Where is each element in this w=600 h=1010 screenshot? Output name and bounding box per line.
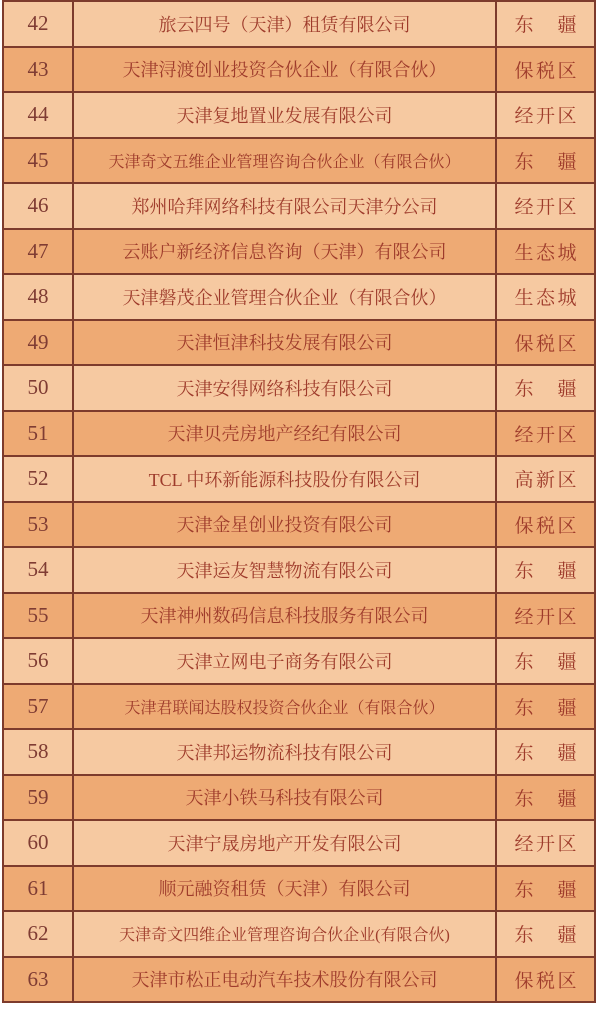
table-row — [4, 2, 594, 48]
row-number-cell — [4, 48, 74, 92]
row-number: 47 — [27, 238, 49, 263]
company-name-cell — [74, 184, 497, 228]
row-number: 45 — [27, 147, 49, 172]
district-label: 东疆 — [514, 561, 577, 583]
company-name-cell — [74, 730, 497, 774]
company-name-cell — [74, 457, 497, 501]
table-row — [4, 958, 594, 1002]
company-name: TCL 中环新能源科技股份有限公司 — [148, 469, 421, 490]
row-number-cell — [4, 321, 74, 365]
row-number-cell — [4, 139, 74, 183]
row-number: 63 — [27, 966, 49, 991]
company-name: 顺元融资租赁（天津）有限公司 — [158, 879, 411, 900]
district-label: 保税区 — [514, 970, 577, 992]
row-number: 42 — [27, 11, 49, 36]
company-name: 天津安得网络科技有限公司 — [176, 378, 393, 399]
company-name: 天津金星创业投资有限公司 — [176, 515, 393, 536]
district-label: 东疆 — [514, 788, 577, 810]
company-name: 天津市松正电动汽车技术股份有限公司 — [131, 970, 438, 991]
company-name-cell — [74, 776, 497, 820]
company-name-cell — [74, 93, 497, 137]
company-name-cell — [74, 412, 497, 456]
district-label: 经开区 — [514, 834, 577, 856]
table-row — [4, 412, 594, 458]
district-cell — [497, 776, 594, 820]
table-row — [4, 321, 594, 367]
row-number-cell — [4, 958, 74, 1002]
row-number-cell — [4, 639, 74, 683]
company-name: 天津奇文五维企业管理咨询合伙企业（有限合伙） — [108, 153, 461, 171]
row-number-cell — [4, 776, 74, 820]
district-cell — [497, 93, 594, 137]
row-number-cell — [4, 685, 74, 729]
row-number-cell — [4, 366, 74, 410]
company-name-cell — [74, 366, 497, 410]
district-cell — [497, 275, 594, 319]
company-name-cell — [74, 958, 497, 1002]
district-cell — [497, 594, 594, 638]
district-cell — [497, 685, 594, 729]
row-number-cell — [4, 93, 74, 137]
district-label: 东疆 — [514, 151, 577, 173]
row-number-cell — [4, 230, 74, 274]
district-label: 东疆 — [514, 652, 577, 674]
company-name-cell — [74, 639, 497, 683]
row-number: 53 — [27, 511, 49, 536]
district-label: 东疆 — [514, 379, 577, 401]
table-row — [4, 184, 594, 230]
table-row — [4, 594, 594, 640]
row-number: 61 — [27, 875, 49, 900]
district-label: 经开区 — [514, 606, 577, 628]
row-number-cell — [4, 2, 74, 46]
table-row — [4, 685, 594, 731]
table-row — [4, 503, 594, 549]
company-name-cell — [74, 594, 497, 638]
company-name: 旅云四号（天津）租赁有限公司 — [158, 14, 411, 35]
company-name: 天津宁晟房地产开发有限公司 — [167, 833, 402, 854]
company-name: 天津邦运物流科技有限公司 — [176, 742, 393, 763]
table-row — [4, 548, 594, 594]
row-number: 57 — [27, 693, 49, 718]
table-row — [4, 457, 594, 503]
district-cell — [497, 366, 594, 410]
district-label: 生态城 — [514, 242, 577, 264]
company-name: 天津浔渡创业投资合伙企业（有限合伙） — [122, 60, 447, 81]
district-label: 东疆 — [514, 697, 577, 719]
company-name-cell — [74, 821, 497, 865]
row-number: 43 — [27, 56, 49, 81]
company-name-cell — [74, 685, 497, 729]
company-name: 天津贝壳房地产经纪有限公司 — [167, 424, 402, 445]
row-number-cell — [4, 503, 74, 547]
table-row — [4, 776, 594, 822]
row-number: 59 — [27, 784, 49, 809]
company-name: 天津复地置业发展有限公司 — [176, 105, 393, 126]
row-number: 55 — [27, 602, 49, 627]
district-cell — [497, 503, 594, 547]
district-label: 经开区 — [514, 106, 577, 128]
company-name: 天津奇文四维企业管理咨询合伙企业(有限合伙) — [119, 927, 450, 945]
district-cell — [497, 48, 594, 92]
district-cell — [497, 912, 594, 956]
row-number: 52 — [27, 466, 49, 491]
row-number: 48 — [27, 284, 49, 309]
company-table — [2, 0, 596, 1003]
district-cell — [497, 958, 594, 1002]
district-label: 生态城 — [514, 288, 577, 310]
district-label: 东疆 — [514, 879, 577, 901]
company-name: 天津神州数码信息科技服务有限公司 — [140, 606, 429, 627]
table-row — [4, 48, 594, 94]
company-name-cell — [74, 275, 497, 319]
district-cell — [497, 321, 594, 365]
district-cell — [497, 139, 594, 183]
district-cell — [497, 730, 594, 774]
company-name-cell — [74, 548, 497, 592]
district-cell — [497, 548, 594, 592]
table-row — [4, 366, 594, 412]
district-label: 经开区 — [514, 197, 577, 219]
company-name: 天津君联闻达股权投资合伙企业（有限合伙） — [124, 699, 445, 717]
row-number-cell — [4, 275, 74, 319]
company-name: 天津立网电子商务有限公司 — [176, 651, 393, 672]
row-number-cell — [4, 912, 74, 956]
row-number-cell — [4, 184, 74, 228]
company-name: 天津运友智慧物流有限公司 — [176, 560, 393, 581]
district-label: 东疆 — [514, 743, 577, 765]
row-number: 44 — [27, 102, 49, 127]
row-number: 54 — [27, 557, 49, 582]
company-name: 天津小铁马科技有限公司 — [185, 788, 384, 809]
table-row — [4, 230, 594, 276]
row-number-cell — [4, 594, 74, 638]
district-cell — [497, 867, 594, 911]
company-name-cell — [74, 139, 497, 183]
company-name: 郑州哈拜网络科技有限公司天津分公司 — [131, 196, 438, 217]
row-number: 58 — [27, 739, 49, 764]
row-number: 62 — [27, 921, 49, 946]
district-cell — [497, 639, 594, 683]
company-name-cell — [74, 912, 497, 956]
district-label: 高新区 — [514, 470, 577, 492]
row-number-cell — [4, 867, 74, 911]
table-row — [4, 867, 594, 913]
district-cell — [497, 2, 594, 46]
company-name: 天津恒津科技发展有限公司 — [176, 333, 393, 354]
table-row — [4, 139, 594, 185]
company-name: 云账户新经济信息咨询（天津）有限公司 — [122, 242, 447, 263]
company-name: 天津磐茂企业管理合伙企业（有限合伙） — [122, 287, 447, 308]
row-number-cell — [4, 821, 74, 865]
table-row — [4, 730, 594, 776]
row-number: 49 — [27, 329, 49, 354]
district-label: 保税区 — [514, 515, 577, 537]
district-label: 东疆 — [514, 925, 577, 947]
company-name-cell — [74, 230, 497, 274]
table-row — [4, 639, 594, 685]
table-row — [4, 821, 594, 867]
district-cell — [497, 230, 594, 274]
row-number: 56 — [27, 648, 49, 673]
company-name-cell — [74, 867, 497, 911]
row-number: 60 — [27, 830, 49, 855]
row-number: 46 — [27, 193, 49, 218]
district-cell — [497, 457, 594, 501]
row-number-cell — [4, 412, 74, 456]
district-label: 经开区 — [514, 424, 577, 446]
district-label: 保税区 — [514, 60, 577, 82]
row-number-cell — [4, 548, 74, 592]
district-label: 东疆 — [514, 15, 577, 37]
district-cell — [497, 184, 594, 228]
district-cell — [497, 821, 594, 865]
row-number-cell — [4, 730, 74, 774]
table-row — [4, 275, 594, 321]
table-row — [4, 912, 594, 958]
company-name-cell — [74, 321, 497, 365]
row-number: 51 — [27, 420, 49, 445]
table-row — [4, 93, 594, 139]
company-name-cell — [74, 48, 497, 92]
company-name-cell — [74, 503, 497, 547]
district-label: 保税区 — [514, 333, 577, 355]
company-name-cell — [74, 2, 497, 46]
row-number: 50 — [27, 375, 49, 400]
row-number-cell — [4, 457, 74, 501]
district-cell — [497, 412, 594, 456]
